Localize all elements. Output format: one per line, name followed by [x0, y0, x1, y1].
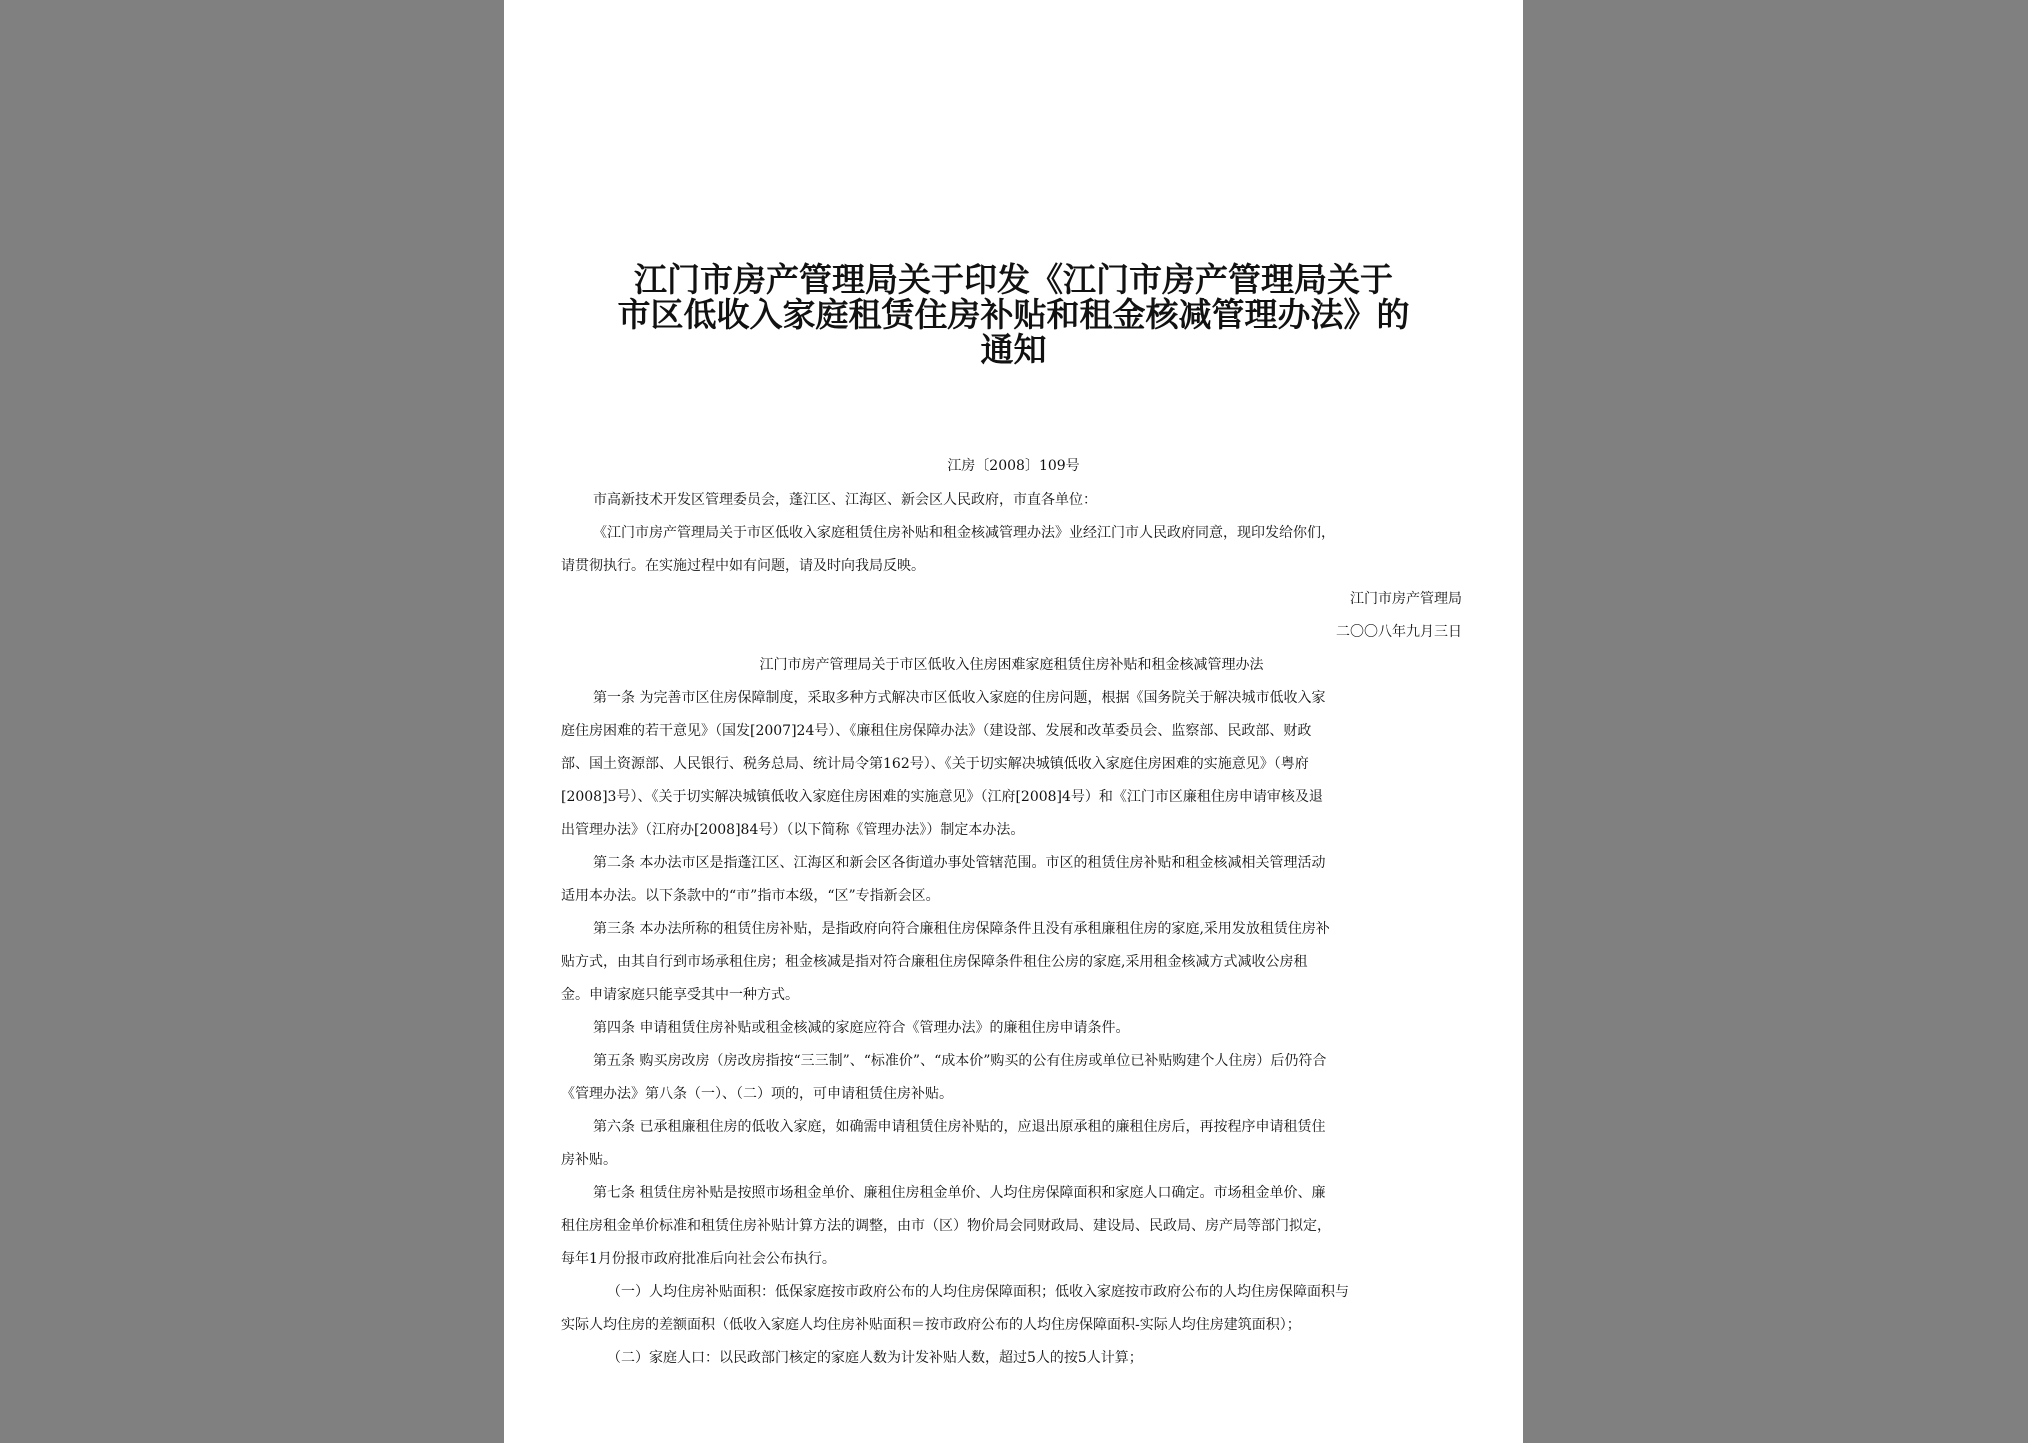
intro-line: 请贯彻执行。在实施过程中如有问题，请及时向我局反映。 — [561, 558, 925, 574]
item-2-line: （二）家庭人口：以民政部门核定的家庭人数为计发补贴人数，超过5人的按5人计算； — [607, 1350, 1143, 1366]
article-1-line: 第一条 为完善市区住房保障制度，采取多种方式解决市区低收入家庭的住房问题，根据《国务院关于解决城市低收入家 — [593, 690, 1326, 706]
article-5-line: 第五条 购买房改房（房改房指按“三三制”、“标准价”、“成本价”购买的公有住房或单位已补贴购建个人住房）后仍符合 — [593, 1053, 1327, 1069]
title-line: 通知 — [980, 330, 1047, 369]
title-line: 江门市房产管理局关于印发《江门市房产管理局关于 — [634, 260, 1393, 299]
document-body — [561, 484, 1462, 1375]
article-7-line: 租住房租金单价标准和租赁住房补贴计算方法的调整，由市（区）物价局会同财政局、建设局、民政局、房产局等部门拟定， — [561, 1218, 1331, 1234]
item-1-line: 实际人均住房的差额面积（低收入家庭人均住房补贴面积＝按市政府公布的人均住房保障面积-实际人均住房建筑面积）； — [561, 1317, 1301, 1333]
article-6-line: 房补贴。 — [561, 1152, 617, 1168]
article-4-line: 第四条 申请租赁住房补贴或租金核减的家庭应符合《管理办法》的廉租住房申请条件。 — [593, 1020, 1130, 1036]
article-1-line: [2008]3号）、《关于切实解决城镇低收入家庭住房困难的实施意见》（江府[2008]4号）和《江门市区廉租住房申请审核及退 — [561, 789, 1323, 805]
article-5-line: 《管理办法》第八条（一）、（二）项的，可申请租赁住房补贴。 — [561, 1086, 953, 1102]
article-7-line: 每年1月份报市政府批准后向社会公布执行。 — [561, 1251, 836, 1267]
document-number: 江房〔2008〕109号 — [947, 458, 1080, 474]
signature-date: 二〇〇八年九月三日 — [1336, 624, 1462, 640]
article-7-line: 第七条 租赁住房补贴是按照市场租金单价、廉租住房租金单价、人均住房保障面积和家庭人口确定。市场租金单价、廉 — [593, 1185, 1326, 1201]
document-page — [504, 0, 1523, 1443]
article-2-line: 第二条 本办法市区是指蓬江区、江海区和新会区各街道办事处管辖范围。市区的租赁住房补贴和租金核减相关管理活动 — [593, 855, 1326, 871]
signature-org: 江门市房产管理局 — [1350, 591, 1462, 607]
article-3-line: 第三条 本办法所称的租赁住房补贴，是指政府向符合廉租住房保障条件且没有承租廉租住房的家庭,采用发放租赁住房补 — [593, 921, 1330, 937]
measures-title: 江门市房产管理局关于市区低收入住房困难家庭租赁住房补贴和租金核减管理办法 — [759, 657, 1264, 673]
title-line: 市区低收入家庭租赁住房补贴和租金核减管理办法》的 — [617, 295, 1410, 334]
article-2-line: 适用本办法。以下条款中的“市”指市本级，“区”专指新会区。 — [561, 888, 940, 904]
article-6-line: 第六条 已承租廉租住房的低收入家庭，如确需申请租赁住房补贴的，应退出原承租的廉租住房后，再按程序申请租赁住 — [593, 1119, 1326, 1135]
article-1-line: 庭住房困难的若干意见》（国发[2007]24号）、《廉租住房保障办法》（建设部、发展和改革委员会、监察部、民政部、财政 — [561, 723, 1312, 739]
intro-line: 《江门市房产管理局关于市区低收入家庭租赁住房补贴和租金核减管理办法》业经江门市人民政府同意，现印发给你们， — [593, 525, 1335, 541]
article-1-line: 部、国土资源部、人民银行、税务总局、统计局令第162号）、《关于切实解决城镇低收入家庭住房困难的实施意见》（粤府 — [561, 756, 1309, 772]
article-1-line: 出管理办法》（江府办[2008]84号）（以下简称《管理办法》）制定本办法。 — [561, 822, 1025, 838]
addressee: 市高新技术开发区管理委员会，蓬江区、江海区、新会区人民政府，市直各单位： — [593, 492, 1097, 508]
item-1-line: （一）人均住房补贴面积：低保家庭按市政府公布的人均住房保障面积；低收入家庭按市政府公布的人均住房保障面积与 — [607, 1284, 1349, 1300]
article-3-line: 贴方式，由其自行到市场承租住房；租金核减是指对符合廉租住房保障条件租住公房的家庭,采用租金核减方式减收公房租 — [561, 954, 1308, 970]
document-title — [554, 262, 1473, 367]
article-3-line: 金。申请家庭只能享受其中一种方式。 — [561, 987, 799, 1003]
